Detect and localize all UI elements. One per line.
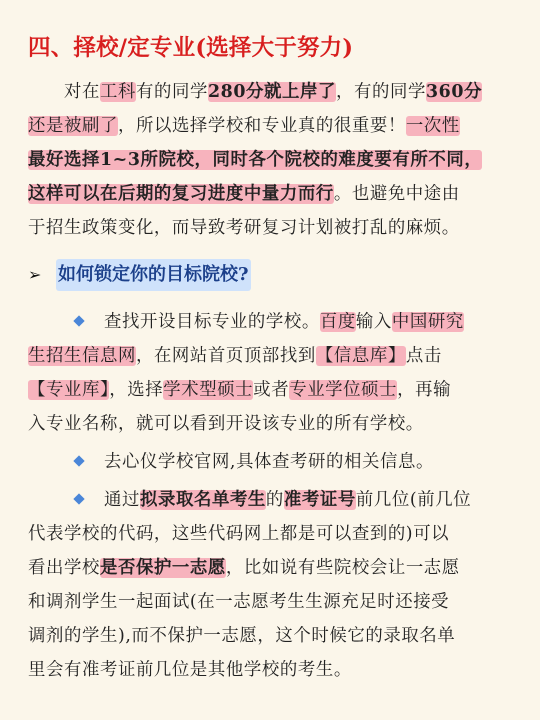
paragraph-line: [28, 585, 516, 619]
text: 输入: [355, 312, 392, 332]
text: 查找开设目标专业的学校。: [104, 312, 320, 332]
text: ，选择: [109, 380, 164, 400]
bullet-line: [28, 445, 516, 479]
paragraph-line: [28, 211, 516, 245]
paragraph-line: [28, 109, 516, 143]
text: 或者: [253, 380, 290, 400]
bullet-line: [28, 305, 516, 339]
paragraph-line: [28, 407, 516, 441]
text: 前几位(前几位: [355, 490, 472, 510]
highlight: 【专业库】: [28, 380, 110, 400]
text: 调剂的学生),而不保护一志愿，这个时候它的录取名单: [28, 626, 456, 646]
paragraph-line: [28, 551, 516, 585]
highlight: 百度: [319, 312, 356, 332]
highlight-bold: 拟录取名单考生: [139, 490, 266, 510]
highlight-bold: 最好选择1~3所院校，同时各个院校的难度要有所不同，: [28, 150, 483, 170]
paragraph-line: [28, 373, 516, 407]
arrow-icon: ➢: [28, 265, 42, 284]
text: 看出学校: [28, 558, 100, 578]
highlight: 学术型硕士: [163, 380, 254, 400]
question-text: 如何锁定你的目标院校?: [56, 259, 251, 291]
highlight-bold: 准考证号: [283, 490, 356, 510]
highlight: 工科: [99, 82, 136, 102]
text: ，所以选择学校和专业真的很重要！: [117, 116, 406, 136]
highlight: 生招生信息网: [28, 346, 136, 366]
text: ，在网站首页顶部找到: [135, 346, 316, 366]
bullet-line: [28, 483, 516, 517]
highlight-bold: 这样可以在后期的复习进度中量力而行: [28, 184, 334, 204]
text: 于招生政策变化，而导致考研复习计划被打乱的麻烦。: [28, 218, 460, 238]
text: 代表学校的代码，这些代码网上都是可以查到的)可以: [28, 524, 450, 544]
text: 入专业名称，就可以看到开设该专业的所有学校。: [28, 414, 424, 434]
highlight-bold: 是否保护一志愿: [99, 558, 226, 578]
paragraph-line: [28, 339, 516, 373]
text: ，比如说有些院校会让一志愿: [225, 558, 460, 578]
text: 里会有准考证前几位是其他学校的考生。: [28, 660, 352, 680]
paragraph-line: [28, 75, 516, 109]
paragraph-line: [28, 517, 516, 551]
text: 。也避免中途由: [333, 184, 460, 204]
highlight: 专业学位硕士: [289, 380, 398, 400]
highlight-bold: 280分就上岸了: [207, 82, 336, 102]
text: 通过: [104, 490, 140, 510]
text: 去心仪学校官网,具体查考研的相关信息。: [104, 452, 434, 472]
paragraph-line: [28, 177, 516, 211]
text: 对在: [64, 82, 100, 102]
text: 的: [265, 490, 284, 510]
paragraph-line: [28, 619, 516, 653]
paragraph-line: [28, 653, 516, 687]
text: 有的同学: [135, 82, 208, 102]
highlight: 还是被刷了: [28, 116, 118, 136]
question-line: [28, 259, 516, 291]
highlight: 【信息库】: [315, 346, 406, 366]
section-heading: 四、择校/定专业(选择大于努力): [28, 35, 354, 61]
paragraph-line: [28, 143, 516, 177]
highlight-bold: 360分: [425, 82, 483, 102]
text: 和调剂学生一起面试(在一志愿考生生源充足时还接受: [28, 592, 450, 612]
text: 点击: [405, 346, 442, 366]
highlight: 中国研究: [391, 312, 464, 332]
text: ，有的同学: [336, 82, 426, 102]
text: ，再输: [397, 380, 452, 400]
highlight: 一次性: [405, 116, 460, 136]
